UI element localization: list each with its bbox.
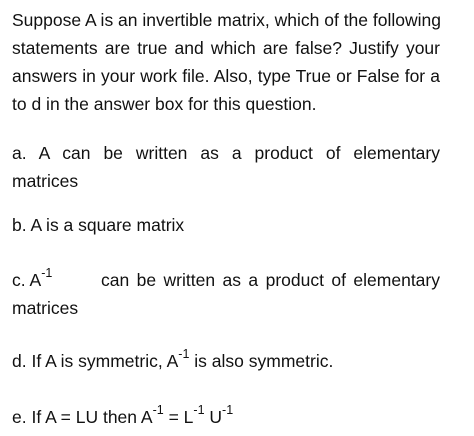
item-c-prefix [12,266,53,290]
item-b: b. A is a square matrix [12,215,185,235]
item-d-rest: is also symmetric. [189,351,334,371]
item-a-line-2: matrices [12,171,79,191]
intro-line-2: statements are true and which are false? Justify your [12,38,440,58]
item-d-superscript: -1 [178,347,190,362]
intro-line-3: answers in your work file. Also, type True or False for a [12,66,440,86]
item-c-rest: can be written as a product of elementary [101,270,440,290]
item-e [12,403,234,427]
intro-line-1: Suppose A is an invertible matrix, which of the following [12,10,441,30]
item-e-superscript-2: -1 [193,403,205,418]
item-e-superscript-1: -1 [152,403,164,418]
item-d [12,347,334,371]
item-c-line-2: matrices [12,298,79,318]
item-e-superscript-3: -1 [222,403,234,418]
item-c-superscript: -1 [41,266,53,281]
intro-line-4: to d in the answer box for this question. [12,94,317,114]
item-c-label: c. A [12,270,42,290]
item-e-mid-2: U [204,407,223,427]
item-a-line-1: a. A can be written as a product of elementary [12,143,440,163]
item-d-text: d. If A is symmetric, A [12,351,179,371]
item-e-text: e. If A = LU then A [12,407,153,427]
item-e-mid: = L [163,407,194,427]
